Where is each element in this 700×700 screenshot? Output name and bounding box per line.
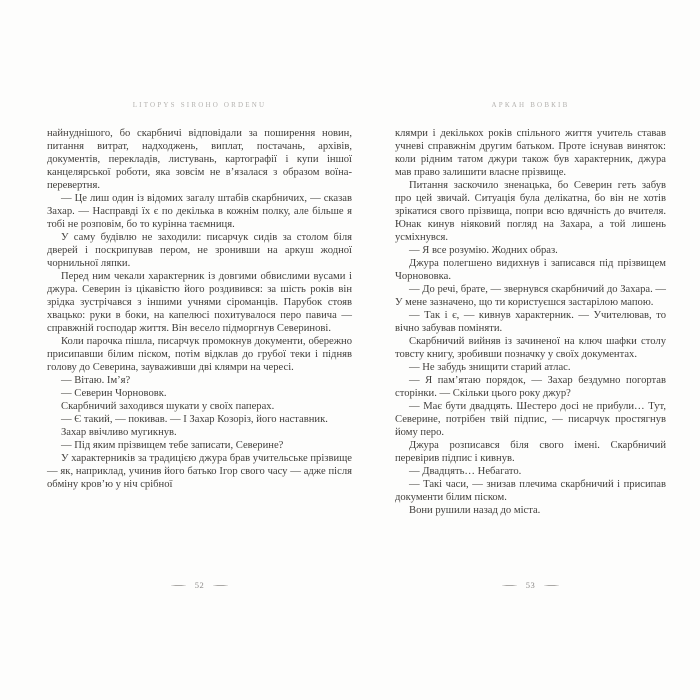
paragraph: У саму будівлю не заходили: писарчук сидів за столом біля дверей і поскрипував пером, не зронивши на аркуш жодної чорнильної ляпки. [47, 232, 352, 269]
paragraph: — Я все розумію. Жодних образ. [409, 245, 558, 256]
paragraph: — Двадцять… Небагато. [409, 466, 522, 477]
paragraph: — Під яким прізвищем тебе записати, Северине? [61, 440, 284, 451]
paragraph: — Це лиш один із відомих загалу штабів скарбничих, — сказав Захар. — Насправді їх є по декілька в кожнім полку, але більше я тобі не розповім, бо то курінна таємниця. [47, 193, 352, 230]
folio-ornament-right [213, 585, 228, 586]
paragraph: Коли парочка пішла, писарчук промокнув документи, обережно присипавши білим піском, потім відклав до грубої теки і підняв голову до Северина, зауваживши дві клямри на чересі. [47, 336, 352, 373]
paragraph: Захар ввічливо мугикнув. [61, 427, 177, 438]
page-body-left [47, 127, 352, 491]
paragraph: — Не забудь знищити старий атлас. [409, 362, 571, 373]
page-footer-right [395, 580, 666, 590]
paragraph: — Северин Чорнововк. [61, 388, 167, 399]
page-footer-left [47, 580, 352, 590]
page-body-right [395, 127, 666, 517]
paragraph: Джура розписався біля свого імені. Скарбничий перевірив підпис і кивнув. [395, 440, 666, 464]
paragraph: — Є такий, — покивав. — І Захар Козоріз, його наставник. [61, 414, 328, 425]
paragraph: — Має бути двадцять. Шестеро досі не прибули… Тут, Северине, потрібен твій підпис, — писарчук простягнув йому перо. [395, 401, 666, 438]
paragraph: — Такі часи, — знизав плечима скарбничий і присипав документи білим піском. [395, 479, 666, 503]
paragraph: Питання заскочило зненацька, бо Северин геть забув про цей звичай. Ситуація була делікатна, бо він не хотів зрікатися свого прізвища, попри всю вдячність до вчителя. Юнак кинув ніяковий погляд на Захара, а той лишень усміхнувся. [395, 180, 666, 243]
paragraph: — До речі, брате, — звернувся скарбничий до Захара. — У мене зазначено, що ти користуєшся застарілою мапою. [395, 284, 666, 308]
folio-ornament-left [502, 585, 517, 586]
paragraph: — Я пам’ятаю порядок, — Захар бездумно погортав сторінки. — Скільки цього року джур? [395, 375, 666, 399]
page-number-right: 53 [525, 580, 536, 590]
running-header-right: АРКАН ВОВКІВ [491, 101, 570, 109]
paragraph: Скарбничий заходився шукати у своїх паперах. [61, 401, 275, 412]
running-header-left: LITOPYS SIROHO ORDENU [132, 101, 267, 109]
paragraph: — Так і є, — кивнув характерник. — Учителював, то вічно забував поміняти. [395, 310, 666, 334]
paragraph: клямри і декількох років спільного життя учитель ставав учневі справжнім другим батьком. Проте існував виняток: коли рідним татом джури також був характерник, джура мав право залишити власне прізвище. [395, 128, 666, 178]
paragraph: Скарбничий вийняв із зачиненої на ключ шафки столу товсту книгу, зробивши позначку у своїх документах. [395, 336, 666, 360]
paragraph: — Вітаю. Ім’я? [61, 375, 131, 386]
folio-ornament-right [544, 585, 559, 586]
paragraph: Вони рушили назад до міста. [409, 505, 541, 516]
paragraph: Перед ним чекали характерник із довгими обвислими вусами і джура. Северин із цікавістю його роздивився: за шість років він зрідка зустрічався з іншими учнями сіроманців. Парубок стояв хвацько: руки в боки, на капелюсі похитувалося перо павича — справжній господар життя. Він весело підморгнув Северинові. [47, 271, 352, 334]
page-left [47, 0, 352, 700]
folio-ornament-left [171, 585, 186, 586]
paragraph: Джура полегшено видихнув і записався під прізвищем Чорнововка. [395, 258, 666, 282]
page-number-left: 52 [194, 580, 205, 590]
page-right [395, 0, 666, 700]
paragraph: У характерників за традицією джура брав учительське прізвище — як, наприклад, учинив його батько Ігор свого часу — адже після обміну кров’ю у ніч срібної [47, 453, 352, 490]
paragraph: найнуднішого, бо скарбничі відповідали за поширення новин, питання витрат, надходжень, виплат, постачань, архівів, документів, перекладів, листувань, картографії і купи іншої канцелярської роботи, яка зовсім не в’язалася з образом воїна-перевертня. [47, 128, 352, 191]
